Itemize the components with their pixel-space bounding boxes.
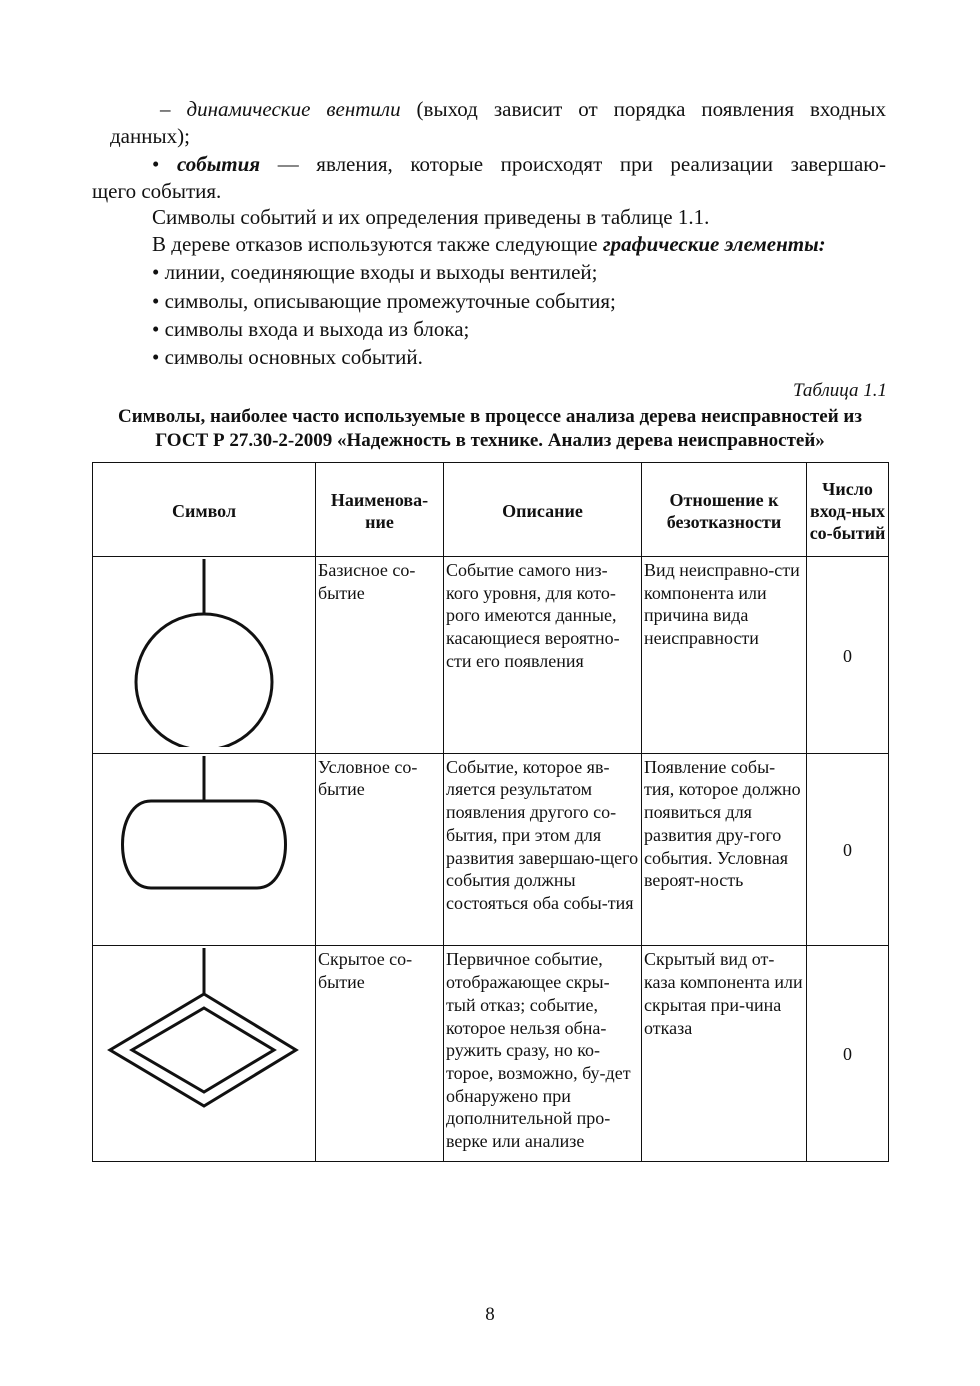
term-events: события — [176, 152, 261, 176]
name-cell: Условное со-бытие — [316, 753, 444, 946]
basic-event-circle-icon — [93, 557, 315, 747]
header-name: Наименова-ние — [316, 463, 444, 557]
hidden-event-double-diamond-icon — [93, 946, 315, 1155]
symbol-cell — [93, 946, 316, 1162]
description-cell: Первичное событие, отображающее скры-тый отказ; событие, которое нельзя обна-ружить сразу, но ко-торое, возможно, бу-дет обнаружено при дополнительной про-верке или анализе — [444, 946, 642, 1162]
header-symbol: Символ — [93, 463, 316, 557]
table-header-row — [93, 463, 889, 557]
bullet-item: • символы, описывающие промежуточные события; — [152, 289, 616, 313]
bullet-item: • линии, соединяющие входы и выходы вентилей; — [152, 260, 598, 284]
description-cell: Событие самого низ-кого уровня, для кото-рого имеются данные, касающиеся вероятно-сти его появления — [444, 557, 642, 754]
reliability-cell: Вид неисправно-сти компонента или причина вида неисправности — [642, 557, 807, 754]
paragraph-graphic-elements: В дереве отказов используются также следующие графические элементы: — [152, 232, 826, 256]
description-cell: Событие, которое яв-ляется результатом появления другого со-бытия, при этом для развития завершаю-щего события должны состояться оба собы-тия — [444, 753, 642, 946]
table-row — [93, 557, 889, 754]
table-caption: Таблица 1.1 — [793, 380, 887, 401]
header-inputs: Число вход-ных со-бытий — [807, 463, 889, 557]
term-dynamic-gates: динамические вентили — [186, 97, 401, 121]
header-reliability: Отношение к безотказности — [642, 463, 807, 557]
paragraph-table-ref: Символы событий и их определения приведены в таблице 1.1. — [152, 205, 710, 229]
table-title-line-2: ГОСТ Р 27.30-2-2009 «Надежность в технике. Анализ дерева неисправностей» — [155, 430, 825, 451]
paragraph-events: • события — явления, которые происходят при реализации завершаю- — [152, 152, 886, 176]
symbol-cell — [93, 557, 316, 754]
table-row — [93, 753, 889, 946]
paragraph-dynamic-gates-cont: данных); — [110, 124, 190, 148]
term-graphic-elements: графические элементы: — [602, 232, 826, 256]
name-cell: Скрытое со-бытие — [316, 946, 444, 1162]
table-row — [93, 946, 889, 1162]
symbols-table — [92, 462, 889, 1162]
page-number: 8 — [485, 1304, 495, 1325]
inputs-cell: 0 — [807, 946, 889, 1162]
reliability-cell: Скрытый вид от-каза компонента или скрытая при-чина отказа — [642, 946, 807, 1162]
inputs-cell: 0 — [807, 557, 889, 754]
table-title-line-1: Символы, наиболее часто используемые в процессе анализа дерева неисправностей из — [117, 406, 862, 427]
bullet-item: • символы основных событий. — [152, 345, 423, 369]
header-description: Описание — [444, 463, 642, 557]
name-cell: Базисное со-бытие — [316, 557, 444, 754]
inputs-cell: 0 — [807, 753, 889, 946]
conditional-event-rounded-rect-icon — [93, 754, 315, 940]
symbol-cell — [93, 753, 316, 946]
bullet-item: • символы входа и выхода из блока; — [152, 317, 470, 341]
paragraph-dynamic-gates: – динамические вентили (выход зависит от порядка появления входных — [160, 97, 887, 121]
paragraph-events-cont: щего события. — [92, 179, 222, 203]
reliability-cell: Появление собы-тия, которое должно появиться для развития дру-гого события. Условная вероят-ность — [642, 753, 807, 946]
